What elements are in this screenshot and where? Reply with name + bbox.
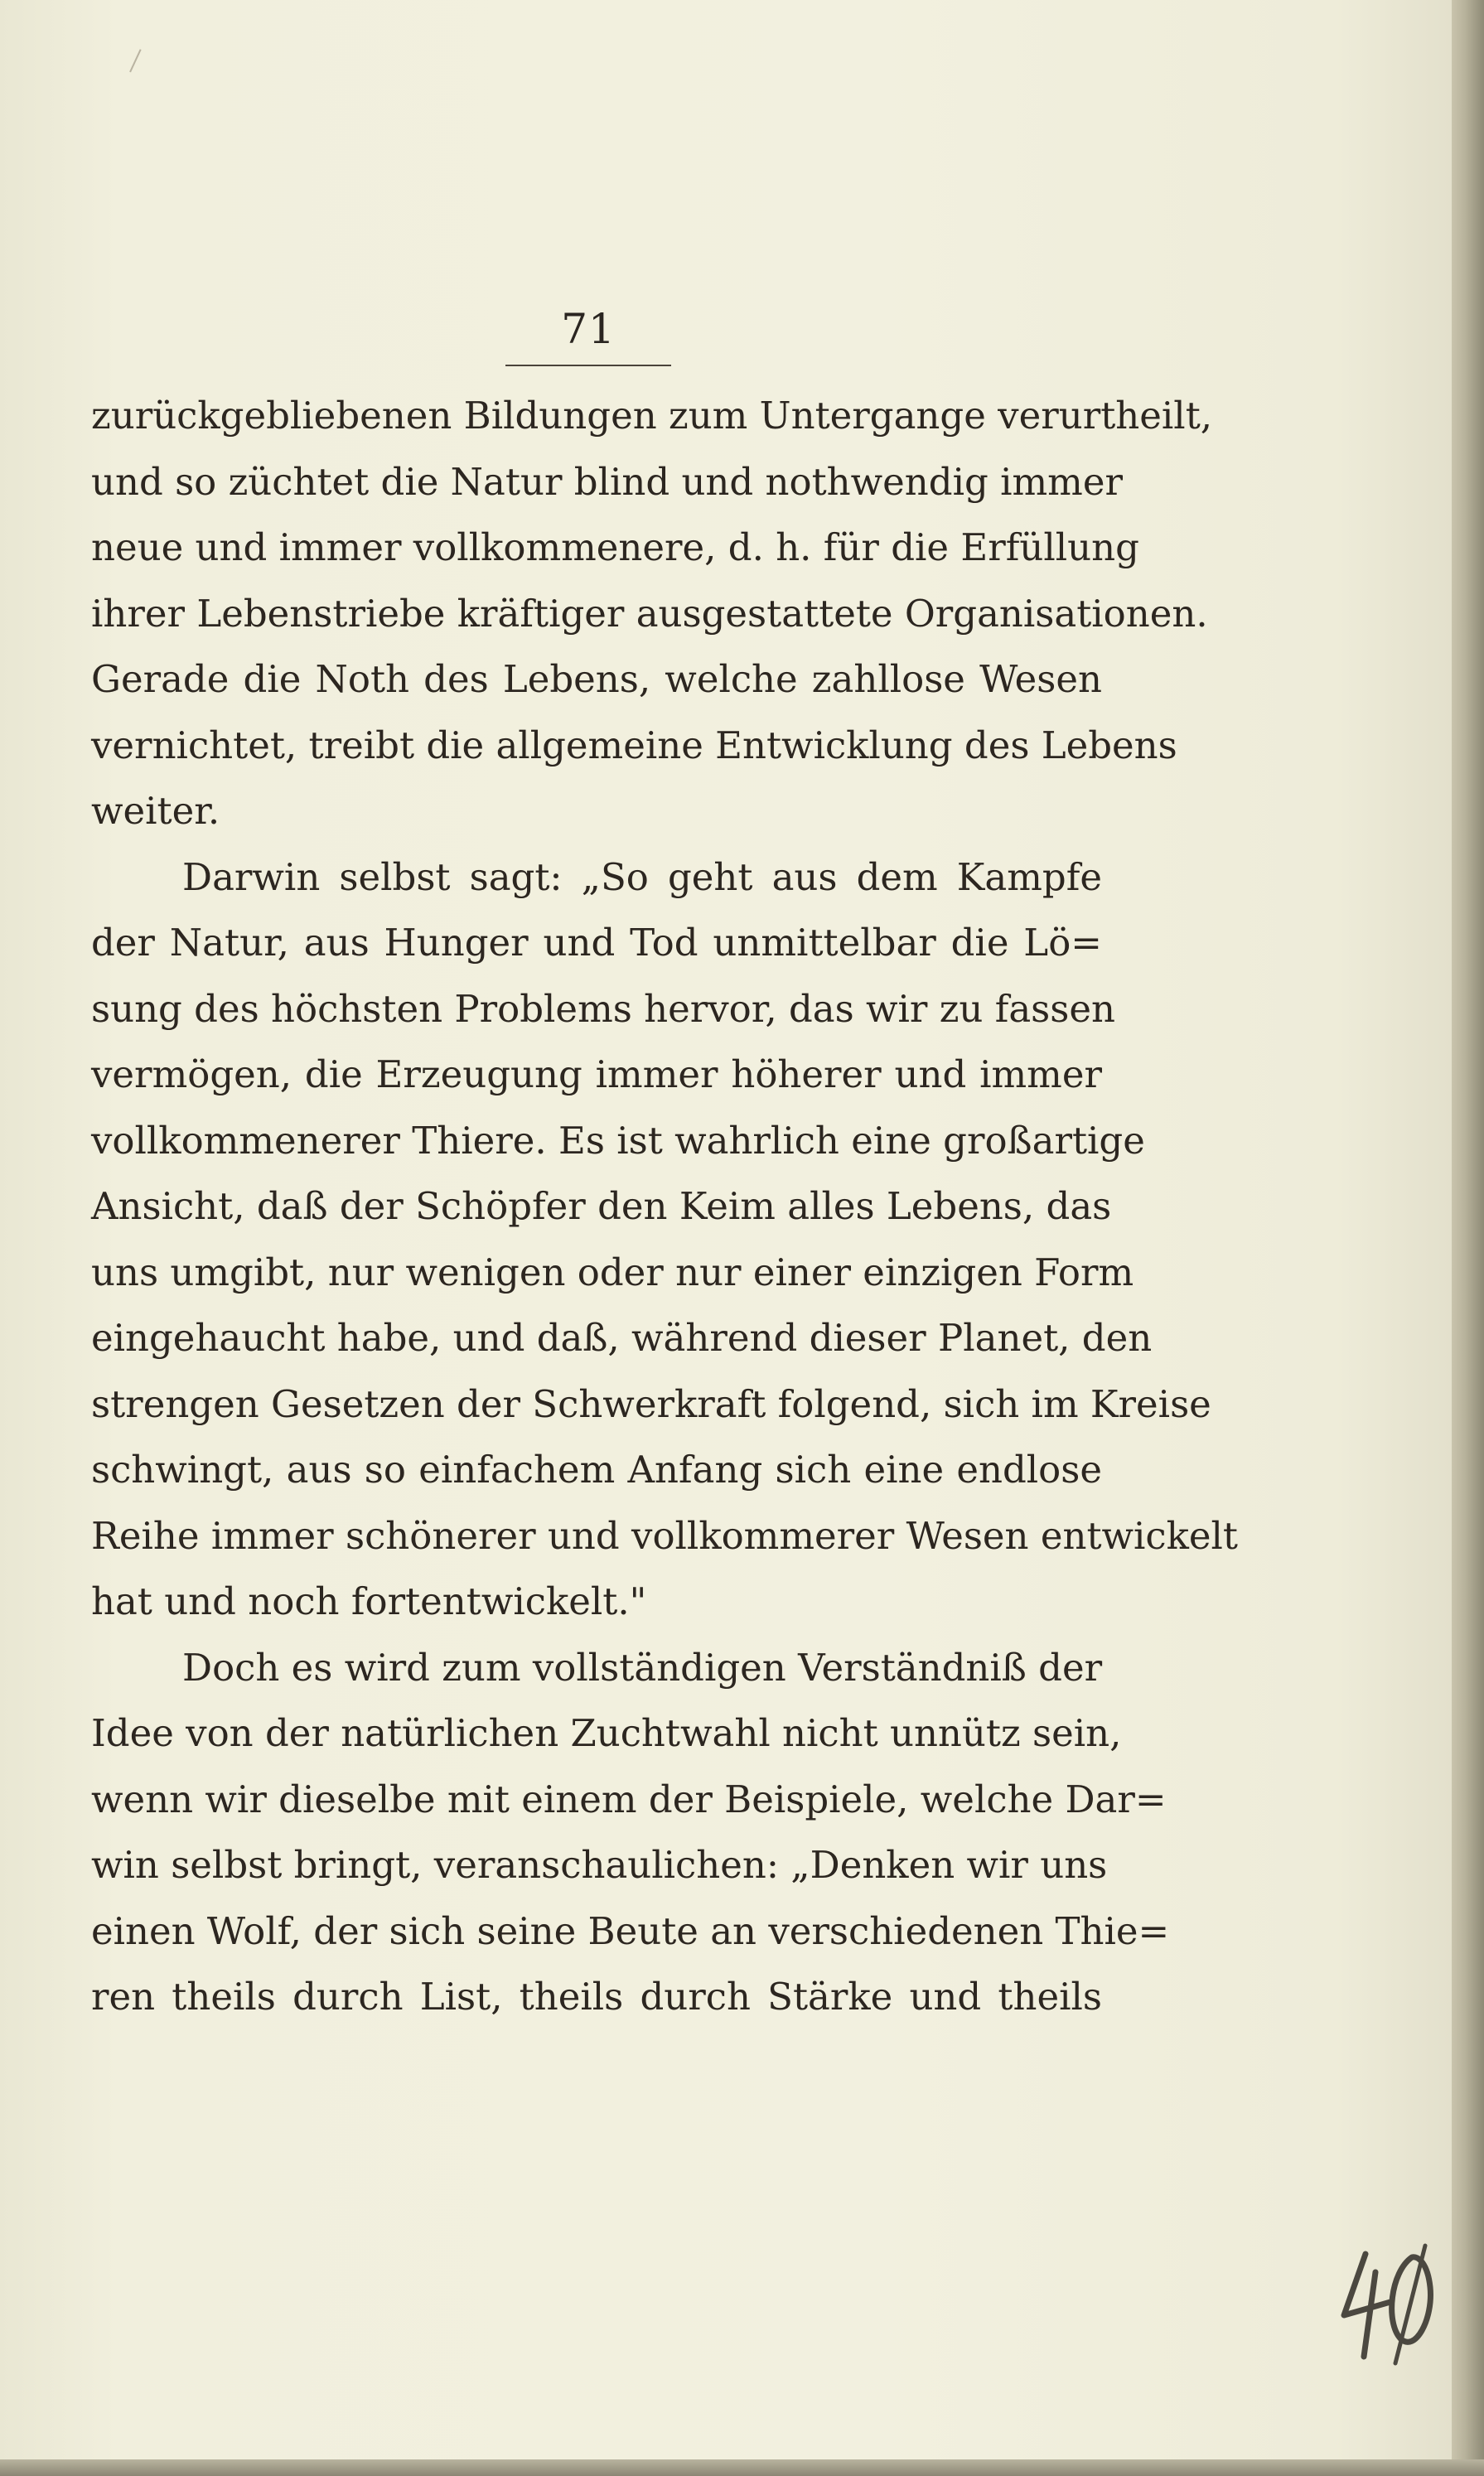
text-line: ren theils durch List, theils durch Stärke und theils [91, 1975, 1102, 2019]
page-number: 71 [561, 305, 616, 353]
text-line: und so züchtet die Natur blind und nothwendig immer [91, 459, 1123, 504]
text-line: Gerade die Noth des Lebens, welche zahllose Wesen [91, 657, 1102, 701]
text-line: weiter. [91, 789, 220, 833]
text-line: sung des höchsten Problems hervor, das wir zu fassen [91, 986, 1115, 1031]
text-line: der Natur, aus Hunger und Tod unmittelbar die Lö= [91, 921, 1102, 965]
text-line: vernichtet, treibt die allgemeine Entwicklung des Lebens [91, 723, 1177, 767]
text-line: wenn wir dieselbe mit einem der Beispiele, welche Dar= [91, 1777, 1167, 1821]
text-line: eingehaucht habe, und daß, während dieser Planet, den [91, 1316, 1153, 1360]
text-line: vollkommenerer Thiere. Es ist wahrlich eine großartige [91, 1118, 1145, 1163]
text-line: Reihe immer schönerer und vollkommerer Wesen entwickelt [91, 1513, 1239, 1558]
paper-fiber-mark [129, 49, 147, 75]
text-line: ihrer Lebenstriebe kräftiger ausgestattete Organisationen. [91, 591, 1208, 636]
text-line: Darwin selbst sagt: „So geht aus dem Kampfe [182, 854, 1102, 899]
text-line: zurückgebliebenen Bildungen zum Untergange verurtheilt, [91, 394, 1213, 438]
text-line: einen Wolf, der sich seine Beute an verschiedenen Thie= [91, 1908, 1170, 1953]
text-line: Ansicht, daß der Schöpfer den Keim alles Lebens, das [91, 1184, 1112, 1228]
page-stack-edge-bottom [0, 2459, 1484, 2476]
page-stack-edge-right [1452, 0, 1484, 2476]
handwritten-pencil-mark [1332, 2239, 1448, 2372]
body-text [91, 383, 1239, 2030]
text-line: uns umgibt, nur wenigen oder nur einer einzigen Form [91, 1250, 1134, 1294]
text-line: neue und immer vollkommenere, d. h. für die Erfüllung [91, 525, 1139, 569]
text-line: Idee von der natürlichen Zuchtwahl nicht unnütz sein, [91, 1711, 1122, 1755]
page-number-rule [505, 365, 671, 366]
text-line: schwingt, aus so einfachem Anfang sich eine endlose [91, 1448, 1102, 1492]
text-line: Doch es wird zum vollständigen Verständniß der [182, 1645, 1103, 1690]
text-line: vermögen, die Erzeugung immer höherer und immer [91, 1052, 1102, 1096]
text-line: hat und noch fortentwickelt." [91, 1579, 647, 1623]
text-line: strengen Gesetzen der Schwerkraft folgend, sich im Kreise [91, 1381, 1211, 1426]
text-line: win selbst bringt, veranschaulichen: „Denken wir uns [91, 1843, 1108, 1887]
